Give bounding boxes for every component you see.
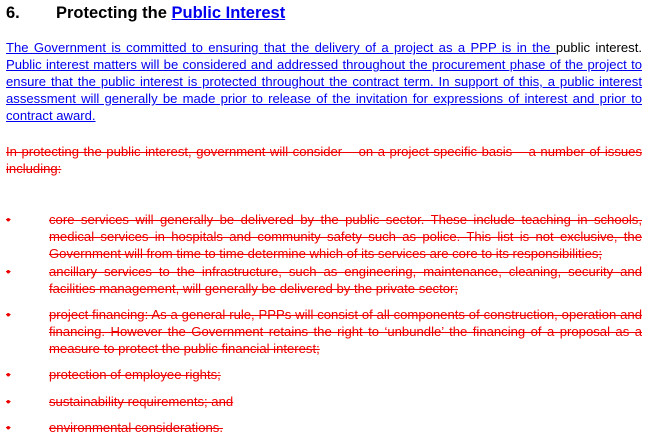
bullet-icon: • <box>6 212 11 227</box>
bullet-item <box>6 419 642 436</box>
bullet-icon: • <box>6 367 11 382</box>
bullet-text: protection of employee rights; <box>49 367 221 382</box>
bullet-icon: • <box>6 394 11 409</box>
bullet-icon: • <box>6 420 11 435</box>
bullet-text: ancillary services to the infrastructure, such as engineering, maintenance, cleaning, security and facilities management, will generally be delivered by the private sector; <box>49 264 642 296</box>
section-number: 6. <box>6 4 20 22</box>
bullet-item <box>6 393 642 410</box>
intro-paragraph <box>6 39 642 124</box>
inserted-text-1: The Government is committed to ensuring that the delivery of a project as a PPP is in the <box>6 40 556 55</box>
heading-inserted-text: Public Interest <box>171 4 286 22</box>
section-heading <box>6 2 285 24</box>
bullet-text: core services will generally be delivered by the public sector. These include teaching in schools, medical services in hospitals and community safety such as police. This list is not exclusive, the Government will from time to time determine which of its services are core to its responsibilities; <box>49 212 642 261</box>
heading-text: Protecting the <box>56 4 172 22</box>
plain-text: public interest. <box>555 40 642 55</box>
bullet-text: sustainability requirements; and <box>49 394 234 409</box>
inserted-text-2: Public interest matters will be considered and addressed throughout the procurement phase of the project to ensure that the public interest is protected throughout the contract term. In support of this, a public interest assessment will generally be made prior to release of the invitation for expressions of interest and prior to contract award. <box>6 57 642 123</box>
bullet-icon: • <box>6 307 11 322</box>
bullet-text: project financing: As a general rule, PPPs will consist of all components of construction, operation and financing. However the Government retains the right to ‘unbundle’ the financing of a proposal as a measure to protect the public financial interest; <box>49 307 642 356</box>
bullet-item <box>6 366 642 383</box>
bullet-item <box>6 263 642 297</box>
bullet-icon: • <box>6 264 11 279</box>
bullet-item <box>6 306 642 357</box>
bullet-item <box>6 211 642 262</box>
deleted-paragraph: In protecting the public interest, government will consider – on a project specific basis – a number of issues including: <box>6 144 642 176</box>
bullet-text: environmental considerations. <box>49 420 223 435</box>
